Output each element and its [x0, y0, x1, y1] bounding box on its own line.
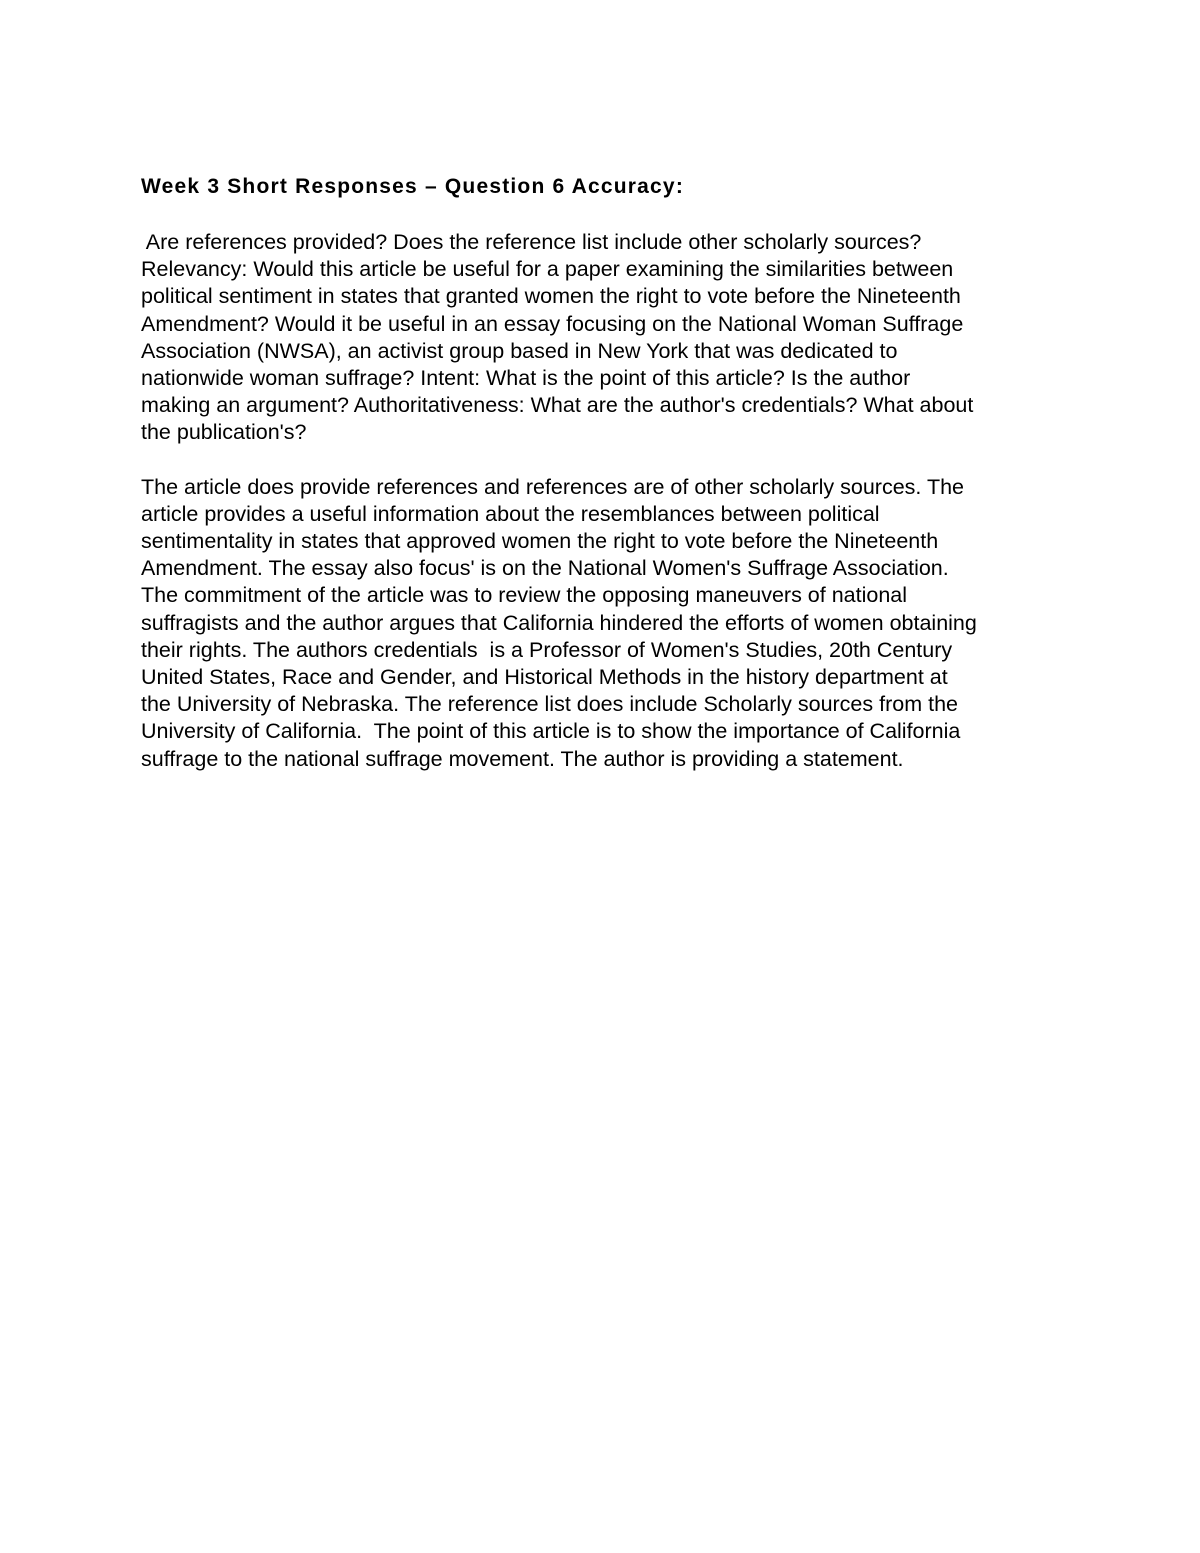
- question-line: Association (NWSA), an activist group based in New York that was dedicated to: [141, 338, 898, 363]
- question-line: Amendment? Would it be useful in an essay focusing on the National Woman Suffrage: [141, 311, 964, 336]
- answer-line: suffragists and the author argues that California hindered the efforts of women obtaining: [141, 610, 977, 635]
- document-content: [141, 172, 1071, 773]
- answer-paragraph: [141, 474, 1071, 773]
- answer-line: sentimentality in states that approved women the right to vote before the Nineteenth: [141, 529, 939, 554]
- answer-line: the University of Nebraska. The reference list does include Scholarly sources from the: [141, 692, 958, 717]
- question-line: Are references provided? Does the reference list include other scholarly sources?: [141, 230, 922, 254]
- answer-line: their rights. The authors credentials is a Professor of Women's Studies, 20th Century: [141, 637, 953, 662]
- answer-line: article provides a useful information about the resemblances between political: [141, 501, 880, 526]
- question-line: nationwide woman suffrage? Intent: What is the point of this article? Is the author: [141, 366, 911, 391]
- answer-line: Amendment. The essay also focus' is on the National Women's Suffrage Association.: [141, 556, 949, 581]
- answer-line: The article does provide references and references are of other scholarly sources. The: [141, 474, 965, 499]
- answer-line: suffrage to the national suffrage movement. The author is providing a statement.: [141, 746, 904, 771]
- question-paragraph: [141, 229, 1071, 447]
- answer-line: United States, Race and Gender, and Historical Methods in the history department at: [141, 665, 948, 690]
- document-title: Week 3 Short Responses – Question 6 Accuracy:: [141, 175, 685, 198]
- question-line: Relevancy: Would this article be useful for a paper examining the similarities between: [141, 257, 954, 282]
- question-line: making an argument? Authoritativeness: What are the author's credentials? What about: [141, 393, 974, 418]
- question-line: political sentiment in states that granted women the right to vote before the Nineteenth: [141, 284, 961, 309]
- answer-line: The commitment of the article was to review the opposing maneuvers of national: [141, 583, 908, 608]
- answer-line: University of California. The point of this article is to show the importance of California: [141, 719, 961, 744]
- question-line: the publication's?: [141, 420, 307, 445]
